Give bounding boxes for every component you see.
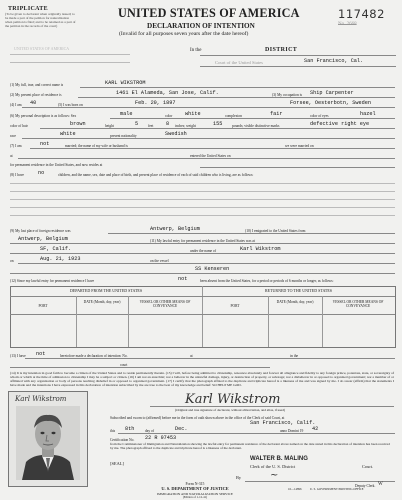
field-absent: not xyxy=(178,276,188,282)
department: U. S. DEPARTMENT OF JUSTICE xyxy=(161,486,229,491)
field-arrival-name: Karl Wikstrom xyxy=(240,246,281,252)
label-at: at xyxy=(10,154,13,158)
label-foreign-res: (9) My last place of foreign residence was xyxy=(10,229,71,233)
court-faint: Court of the United States xyxy=(215,60,263,65)
triplicate-label: TRIPLICATE xyxy=(8,6,48,12)
clerk-name: WALTER B. MALING xyxy=(250,456,308,462)
label-race: race xyxy=(10,134,16,138)
field-declared: not xyxy=(36,351,46,357)
doc-title: DECLARATION OF INTENTION xyxy=(147,22,255,30)
label-on: on xyxy=(10,259,14,263)
signature-caption: (Original and true signature of declarant, without abbreviation, and alias, if used) xyxy=(175,408,285,412)
label-hair: color of hair xyxy=(10,124,28,128)
label-name: (1) My full, true, and correct name is xyxy=(10,83,64,87)
label-entered: entered the United States on xyxy=(190,154,231,158)
field-arrival-port: SF, Calif. xyxy=(40,246,72,252)
service: IMMIGRATION AND NATURALIZATION SERVICE xyxy=(157,492,233,496)
field-height-ft: 5 xyxy=(135,121,139,127)
field-arrival-date: Aug. 21, 1923 xyxy=(40,256,81,262)
field-day: 8th xyxy=(125,426,135,432)
label-declared-court: court xyxy=(120,363,128,367)
label-declared: (13) I have xyxy=(10,354,26,358)
label-marks: pounds; visible distinctive marks xyxy=(232,124,280,128)
field-emigrated-from: Antwerp, Belgium xyxy=(18,236,68,242)
label-anno: anno Domini 19 xyxy=(280,429,304,433)
label-this: this xyxy=(110,429,116,433)
state-stamp: UNITED STATES OF AMERICA xyxy=(14,46,70,51)
col-vessel-2: VESSEL OR OTHER MEANS OF CONVEYANCE xyxy=(332,300,384,308)
label-spouse: married; the name of my wife or husband is xyxy=(65,144,128,148)
field-attest-city: San Francisco, Calif. xyxy=(250,420,316,426)
country-title: UNITED STATES OF AMERICA xyxy=(118,6,300,20)
label-nationality: present nationality xyxy=(110,134,137,138)
label-eyes: color of eyes xyxy=(310,114,329,118)
court-prefix: In the xyxy=(190,48,202,53)
field-complexion: fair xyxy=(270,111,283,117)
field-married: not xyxy=(40,141,50,147)
label-emigrated: (10) I emigrated to the United States from xyxy=(245,229,306,233)
label-age: (4) I am xyxy=(10,103,22,107)
field-height-in: 8 xyxy=(166,121,170,127)
field-occupation: Ship Carpenter xyxy=(310,90,354,96)
declarant-signature: Karl Wikstrom xyxy=(185,392,281,407)
label-declared-in: in the xyxy=(290,354,299,358)
field-year: 42 xyxy=(312,426,319,432)
court-type: DISTRICT xyxy=(265,47,298,53)
field-sex: male xyxy=(120,111,133,117)
edition: (Edition of 1-12-41) xyxy=(182,495,208,499)
deputy-label: Deputy Clerk. xyxy=(355,484,376,488)
serial-number: 117482 xyxy=(338,7,385,21)
label-color: color xyxy=(165,114,173,118)
label-absent-desc: been absent from the United States, for a period or periods of 6 months or longer, as follows: xyxy=(200,279,334,283)
field-foreign-res: Antwerp, Belgium xyxy=(150,226,200,232)
field-race: white xyxy=(60,131,76,137)
photo-signature: Karl Wikstrom xyxy=(15,395,67,403)
field-marks: defective right eye xyxy=(310,121,370,127)
label-sex: (6) My personal description is as follows: Sex xyxy=(10,114,77,118)
field-residence: 1461 El Alameda, San Jose, Calif. xyxy=(116,90,219,96)
col-vessel-1: VESSEL OR OTHER MEANS OF CONVEYANCE xyxy=(139,300,191,308)
label-declared-at: at xyxy=(190,354,193,358)
label-complexion: complexion xyxy=(225,114,242,118)
table-departed-header: DEPARTED FROM THE UNITED STATES xyxy=(69,288,143,293)
field-color: white xyxy=(185,111,201,117)
photo-frame xyxy=(8,391,88,487)
oath-paragraph: (14) It is my intention in good faith to become a citizen of the United States and to reside permanently therein. (15) I will, before being admitted to citizenship, renounce absolutely and forever all allegiance and fidelity to any foreign prince, potentate, state, or sovereignty of whom or which at the time of admission to citizenship I may be a subject or citizen. (16) I am not an anarchist; nor a believer in the unlawful damage, injury, or destruction of property, or sabotage; nor a disbeliever in or opposed to organized government; nor a member of or affiliated with any organization or body of persons teaching disbelief in or opposed to organized government. (17) I certify that the photograph affixed to the duplicate and triplicate hereof is a likeness of me and was signed by me. I do swear (affirm) that the statements I have made and the intentions I have expressed in this declaration of intention subscribed by me are true to the best of my knowledge and belief: SO HELP ME GOD. xyxy=(10,371,394,388)
col-date-1: DATE (Month, day, year) xyxy=(83,300,121,304)
field-age: 40 xyxy=(30,100,37,106)
label-married-on: we were married on xyxy=(285,144,314,148)
label-weight: inches; weight xyxy=(175,124,196,128)
label-married: (7) I am xyxy=(10,144,22,148)
label-absent: (12) Since my lawful entry for permanent residence I have xyxy=(10,279,95,283)
stamp-right: U. S. GOVERNMENT PRINTING OFFICE xyxy=(310,487,364,491)
field-vessel: SS Kenseren xyxy=(195,266,230,272)
cert-text: from the Commissioner of Immigration and Naturalization showing the lawful entry for permanent residence of the declarant above named on the date stated in this declaration of intention has been received by me. The photograph affixed to the duplicate and triplicate hereof is a likeness of the declarant. xyxy=(110,442,390,450)
field-weight: 155 xyxy=(213,121,223,127)
label-under-name: under the name of xyxy=(190,249,217,253)
label-children: (8) I have xyxy=(10,173,24,177)
label-occupation: (3) My occupation is xyxy=(272,93,303,97)
label-residence: (2) My present place of residence is xyxy=(10,93,62,97)
side-note: (To be given to declarant when originally issued; to be made a part of the petition for naturalization when petition is filed; and to be retained as a part of the petition in the records of the court) xyxy=(5,12,76,28)
code-mark: W xyxy=(378,482,383,487)
seal-label: [SEAL] xyxy=(110,461,124,466)
label-declared-desc: heretofore made a declaration of intention: No. xyxy=(60,354,128,358)
col-port-1: PORT xyxy=(38,304,48,308)
field-eyes: hazel xyxy=(360,111,376,117)
label-entry: (11) My lawful entry for permanent residence in the United States was at xyxy=(150,239,255,243)
deputy-signature: ~ xyxy=(270,470,279,481)
form-number: Form N-315 xyxy=(185,482,205,486)
field-children: no xyxy=(38,170,45,176)
label-court: Court. xyxy=(362,464,374,469)
subscribed-text: Subscribed and sworn to (affirmed) before me in the form of oath shown above in the office of the Clerk of said Court, at xyxy=(110,416,285,420)
label-height: height xyxy=(105,124,114,128)
stamp-left: 16—14896 xyxy=(288,487,302,491)
field-nationality: Swedish xyxy=(165,131,187,137)
label-permanent: for permanent residence in the United States, and now resides at xyxy=(10,163,103,167)
field-birth-place: Forsee, Oesterbotn, Sweden xyxy=(290,100,371,106)
col-date-2: DATE (Month, day, year) xyxy=(276,300,314,304)
field-hair: brown xyxy=(70,121,86,127)
clerk-title: Clerk of the U. S. District xyxy=(250,464,296,469)
field-birth-date: Feb. 20, 1897 xyxy=(135,100,176,106)
doc-subtitle: (Invalid for all purposes seven years after the date hereof) xyxy=(119,31,249,37)
label-by: By xyxy=(236,475,242,480)
table-returned-header: RETURNED TO THE UNITED STATES xyxy=(264,288,332,293)
label-day-of: day of xyxy=(145,429,155,433)
label-cert: Certification No. xyxy=(110,438,135,442)
court-place: San Francisco, Cal. xyxy=(304,58,364,64)
label-born: (5) I was born on xyxy=(58,103,83,107)
declarant-photo xyxy=(16,406,80,480)
serial-struck: No. 2668 xyxy=(338,22,357,27)
field-month: Dec. xyxy=(175,426,188,432)
field-cert-no: 22 R 97453 xyxy=(145,435,177,441)
label-vessel: on the vessel xyxy=(150,259,169,263)
label-children-desc: children, and the name, sex, date and place of birth, and present place of residence of each of said children who is living, are as follows: xyxy=(58,173,254,177)
label-feet: feet xyxy=(148,124,154,128)
col-port-2: PORT xyxy=(230,304,240,308)
field-name: KARL WIKSTROM xyxy=(105,80,146,86)
